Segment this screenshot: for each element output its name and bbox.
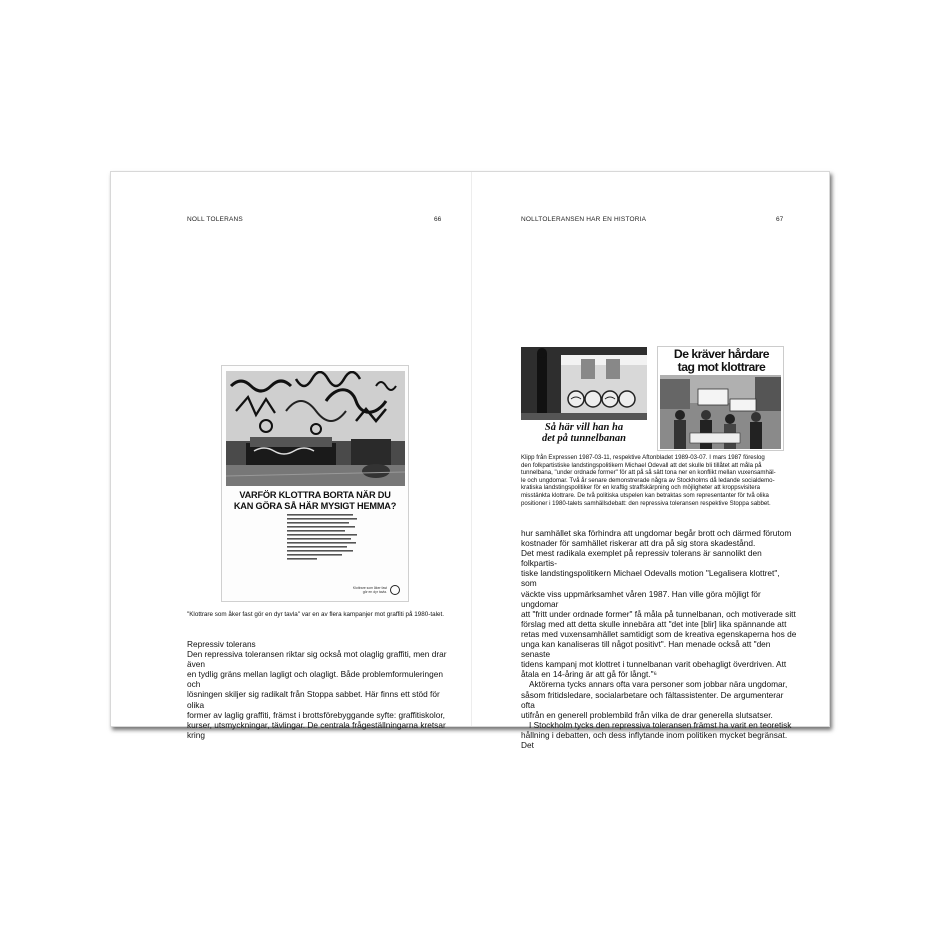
body-line: utifrån en generell problembild från vilka de drar generella slutsatser. [521, 709, 773, 720]
body-line: I Stockholm tycks den repressiva toleransen främst ha varit en teoretisk [529, 719, 792, 730]
caption-line: misstänkta klottrare. De två politiska utspelen kan betraktas som representanter för två olika [521, 491, 769, 499]
ad-signoff [347, 585, 400, 595]
caption-line: tunnelbana, "under ordnade former" för att på så sätt tona ner en konflikt mellan vuxensamhäl- [521, 469, 776, 477]
ad-headline-line-1: VARFÖR KLOTTRA BORTA NÄR DU [239, 490, 391, 500]
book-spread [110, 171, 830, 750]
ad-graffiti-room-photo [226, 371, 405, 486]
body-line: Den repressiva toleransen riktar sig också mot olaglig graffiti, men drar även [187, 649, 447, 670]
section-heading: Repressiv tolerans [187, 639, 256, 649]
clipping-demonstration-photo [660, 375, 781, 449]
body-line: unga kan kanaliseras till något positivt". Han menade också att "den senaste [521, 639, 771, 660]
ad-caption: "Klottrare som åker fast gör en dyr tavla" var en av flera kampanjer mot graffiti på 1980-talet. [187, 611, 445, 618]
clipping-expressen-headline-line-1: Så här vill han ha [544, 422, 624, 433]
newspaper-clipping-aftonbladet [657, 346, 784, 451]
body-line: att "fritt under ordnade former" få måla på tunnelbanan, och motiverade sitt [521, 608, 796, 619]
body-line: former av laglig graffiti, främst i brottsförebyggande syfte: graffitiskolor, [187, 709, 445, 720]
right-body-text [521, 528, 797, 750]
ad-signoff-line-1: Klottrare som åker fast [352, 586, 387, 590]
clipping-subway-photo [521, 347, 647, 420]
body-line: kurser, utsmyckningar, tävlingar. De centrala frågeställningarna kretsar kring [187, 719, 446, 740]
clippings-caption [521, 454, 785, 507]
left-body-text [187, 639, 457, 740]
body-line: lösningen skiljer sig radikalt från Stoppa sabbet. Här finns ett stöd för olika [187, 689, 440, 710]
ad-headline [222, 490, 408, 512]
book-gutter [471, 172, 472, 726]
body-line: väckte viss uppmärksamhet våren 1987. Han ville göra möjligt för ungdomar [521, 588, 761, 609]
right-running-head: NOLLTOLERANSEN HAR EN HISTORIA [521, 216, 647, 223]
ad-logo-icon [390, 585, 400, 595]
ad-body-text-block [287, 514, 361, 575]
left-running-head: NOLL TOLERANS [187, 216, 243, 223]
clipping-aftonbladet-headline-line-2: tag mot klottrare [677, 359, 766, 374]
ad-signoff-text [347, 586, 387, 594]
clipping-expressen-headline [521, 422, 647, 444]
body-line: retas med vuxensamhället samtidigt som de kreativa egenskaperna hos de [521, 628, 797, 639]
caption-line: positioner i 1980-talets samhällsdebatt: den repressiva toleransen respektive Stoppa sabbet. [521, 499, 771, 507]
body-line: hur samhället ska förhindra att ungdomar begår brott och därmed förutom [521, 528, 792, 538]
caption-line: le och ungdomar. Två år senare demonstrerade några av Stockholms då ledande socialdemo- [521, 476, 775, 484]
body-line: åtala en 14-åring är att gå för långt."⁶ [521, 669, 657, 680]
anti-graffiti-ad [221, 365, 409, 602]
right-page-number: 67 [776, 216, 784, 223]
body-line: förslag med att detta skulle innebära att "det inte [blir] lika spännande att [521, 618, 787, 629]
body-line: såsom fritidsledare, socialarbetare och fältassistenter. De argumenterar ofta [521, 689, 784, 710]
body-line: hållning i debatten, och dess inflytande inom politiken mycket begränsat. Det [521, 729, 788, 750]
body-line: tiske landstingspolitikern Michael Odevalls motion "Legalisera klottret", som [521, 568, 780, 589]
clipping-aftonbladet-headline-line-1: De kräver hårdare [673, 347, 770, 361]
clipping-aftonbladet-headline [660, 348, 783, 373]
body-line: tidens kampanj mot klottret i tunnelbanan varit obehagligt överdriven. Att [521, 659, 787, 670]
ad-headline-line-2: KAN GÖRA SÅ HÄR MYSIGT HEMMA? [233, 501, 397, 511]
ad-signoff-line-2: gör en dyr tavla. [362, 590, 387, 594]
caption-line: den folkpartistiske landstingspolitikern Michael Odevall att det skulle bli tillåtet att måla på [521, 461, 762, 469]
clipping-expressen-headline-line-2: det på tunnelbanan [541, 433, 627, 444]
body-line: en tydlig gräns mellan lagligt och olagligt. Både problemformuleringen och [187, 669, 443, 690]
body-line: Det mest radikala exemplet på repressiv tolerans är sannolikt den folkpartis- [521, 548, 762, 569]
caption-line: Klipp från Expressen 1987-03-11, respektive Aftonbladet 1989-03-07. I mars 1987 föreslog [521, 454, 765, 461]
newspaper-clipping-expressen [521, 347, 647, 446]
body-line: Aktörerna tycks annars ofta vara personer som jobbar nära ungdomar, [529, 679, 788, 690]
left-page-number: 66 [434, 216, 442, 223]
body-line: kostnader för samhället riskerar att dra på sig stora skadestånd. [521, 538, 756, 549]
caption-line: kratiska landstingspolitiker för en kraftig straffskärpning och möjligheter att kroppsvisitera [521, 484, 761, 492]
